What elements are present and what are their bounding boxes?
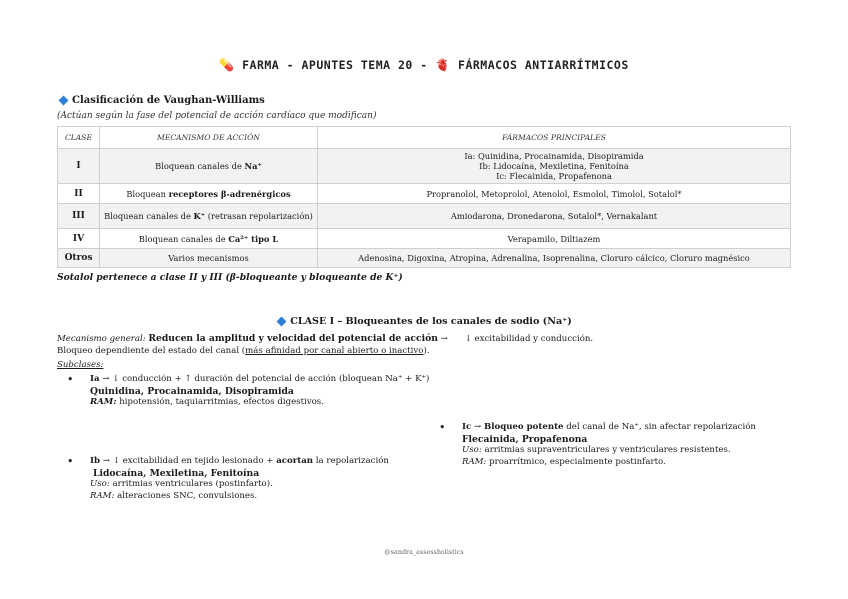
cell-farmacos: Propranolol, Metoprolol, Atenolol, Esmolol, Timolol, Sotalol* [318, 184, 791, 204]
footer-handle: @sandra_assessholistics [384, 548, 464, 556]
subclass-ia [90, 374, 429, 409]
arrow-icon: → [474, 422, 482, 432]
subclass-ic [462, 422, 756, 468]
cell-farmacos: Verapamilo, Diltiazem [318, 229, 791, 249]
cell-clase: II [58, 184, 100, 204]
cell-farmacos: Adenosina, Digoxina, Atropina, Adrenalina, Isoprenalina, Cloruro cálcico, Cloruro magnésico [318, 249, 791, 268]
mech-text: Bloquean canales de [104, 211, 194, 221]
classification-table [57, 126, 791, 268]
ia-desc: ↓ conducción + ↑ duración del potencial de acción (bloquean Na⁺ + K⁺) [112, 374, 430, 384]
ia-line [90, 374, 429, 386]
cell-clase: I [58, 149, 100, 184]
mech-bold: K⁺ [193, 211, 206, 221]
ic-uso-text: arritmias supraventriculares y ventriculares resistentes. [484, 445, 731, 455]
sotalol-note: Sotalol pertenece a clase II y III (β-bloqueante y bloqueante de K⁺) [57, 272, 403, 283]
ib-label: Ib [90, 456, 101, 466]
mech-bold: receptores β-adrenérgicos [168, 188, 291, 199]
cell-mecanismo: Varios mecanismos [100, 249, 318, 268]
title-left: FARMA - APUNTES TEMA 20 - [242, 58, 428, 72]
mech-label: Mecanismo general: [57, 334, 146, 344]
header-farmacos: FÁRMACOS PRINCIPALES [318, 127, 791, 149]
ic-drugs: Flecainida, Propafenona [462, 433, 588, 445]
blue-diamond-icon [277, 316, 287, 326]
section-heading-clase-i [0, 316, 848, 327]
ram-label: RAM: [462, 456, 487, 467]
uso-label: Uso: [462, 445, 482, 455]
ib-ram [90, 491, 389, 503]
cell-mecanismo [100, 184, 318, 204]
bullet-icon: • [67, 373, 74, 386]
mech-text: Bloquean [126, 188, 169, 199]
ic-ram [462, 457, 756, 469]
mech-text-end: (retrasan repolarización) [205, 211, 313, 221]
page-title [0, 58, 848, 72]
ram-label: RAM: [90, 490, 115, 501]
header-clase: CLASE [58, 127, 100, 149]
bloqueo-text: Bloqueo dependiente del estado del canal ( [57, 346, 246, 356]
ib-desc-end: la repolarización [313, 456, 389, 466]
ib-drugs: Lidocaína, Mexiletina, Fenitoína [93, 467, 260, 479]
table-row [58, 149, 791, 184]
ib-uso-text: arritmias ventriculares (postinfarto). [112, 479, 273, 489]
farmaco-line: Ia: Quinidina, Procainamida, Disopiramida [464, 151, 644, 161]
mech-text: Bloquean canales de [155, 161, 245, 171]
ia-ram [90, 397, 429, 409]
bullet-icon: • [67, 455, 74, 468]
table-row [58, 204, 791, 229]
table-header-row [58, 127, 791, 149]
arrow-icon: → [102, 374, 110, 384]
ic-desc-strong: Bloqueo potente [483, 422, 564, 432]
cell-farmacos [318, 149, 791, 184]
mech-strong: Reducen la amplitud y velocidad del potencial de acción [148, 333, 438, 344]
table-row [58, 184, 791, 204]
ia-label: Ia [90, 374, 100, 384]
ia-ram-text: hipotensión, taquiarritmias, efectos digestivos. [119, 397, 324, 407]
ic-desc: del canal de Na⁺, sin afectar repolarización [563, 422, 756, 432]
bloqueo-line [57, 346, 430, 358]
arrow-icon: → [440, 334, 448, 344]
arrow-icon: → [102, 456, 110, 466]
ib-desc-strong: acortan [276, 456, 314, 466]
ram-label: RAM: [90, 397, 117, 407]
ic-uso [462, 445, 756, 457]
ia-drugs: Quinidina, Procainamida, Disopiramida [90, 385, 294, 397]
cell-clase: IV [58, 229, 100, 249]
ib-uso [90, 479, 389, 491]
ic-ram-text: proarrítmico, especialmente postinfarto. [489, 456, 666, 467]
mechanism-line [57, 333, 593, 346]
title-right: FÁRMACOS ANTIARRÍTMICOS [458, 58, 629, 72]
header-mecanismo: MECANISMO DE ACCIÓN [100, 127, 318, 149]
section-heading-vaughan-williams [58, 95, 265, 106]
ib-ram-text: alteraciones SNC, convulsiones. [117, 490, 258, 501]
mech-text: Bloquean canales de [138, 233, 229, 244]
heart-icon: 🫀 [435, 58, 451, 72]
subclass-ib [90, 456, 389, 502]
cell-mecanismo [100, 229, 318, 249]
section2-title: CLASE I – Bloqueantes de los canales de sodio (Na⁺) [290, 316, 572, 327]
ib-line [90, 456, 389, 468]
mech-effect: ↓ excitabilidad y conducción. [464, 334, 594, 344]
mech-bold: Ca²⁺ tipo L [228, 233, 279, 244]
mech-bold: Na⁺ [244, 161, 262, 171]
ic-line [462, 422, 756, 434]
subclases-label: Subclases: [57, 360, 104, 370]
blue-diamond-icon [59, 95, 69, 105]
cell-mecanismo [100, 149, 318, 184]
cell-farmacos: Amiodarona, Dronedarona, Sotalol*, Vernakalant [318, 204, 791, 229]
bullet-icon: • [439, 421, 446, 434]
ic-label: Ic [462, 422, 472, 432]
bloqueo-underlined: más afinidad por canal abierto o inactivo [245, 346, 424, 356]
pill-icon: 💊 [219, 58, 235, 72]
farmaco-line: Ib: Lidocaína, Mexiletina, Fenitoína [479, 161, 629, 171]
section1-subtitle: (Actúan según la fase del potencial de acción cardíaco que modifican) [57, 111, 377, 121]
cell-clase: Otros [58, 249, 100, 268]
bloqueo-end: ). [423, 346, 430, 356]
table-row [58, 249, 791, 268]
farmaco-line: Ic: Flecainida, Propafenona [496, 171, 612, 181]
table-row [58, 229, 791, 249]
cell-clase: III [58, 204, 100, 229]
uso-label: Uso: [90, 479, 110, 489]
ib-desc: ↓ excitabilidad en tejido lesionado + [112, 456, 277, 466]
cell-mecanismo [100, 204, 318, 229]
section1-title: Clasificación de Vaughan-Williams [72, 95, 265, 106]
